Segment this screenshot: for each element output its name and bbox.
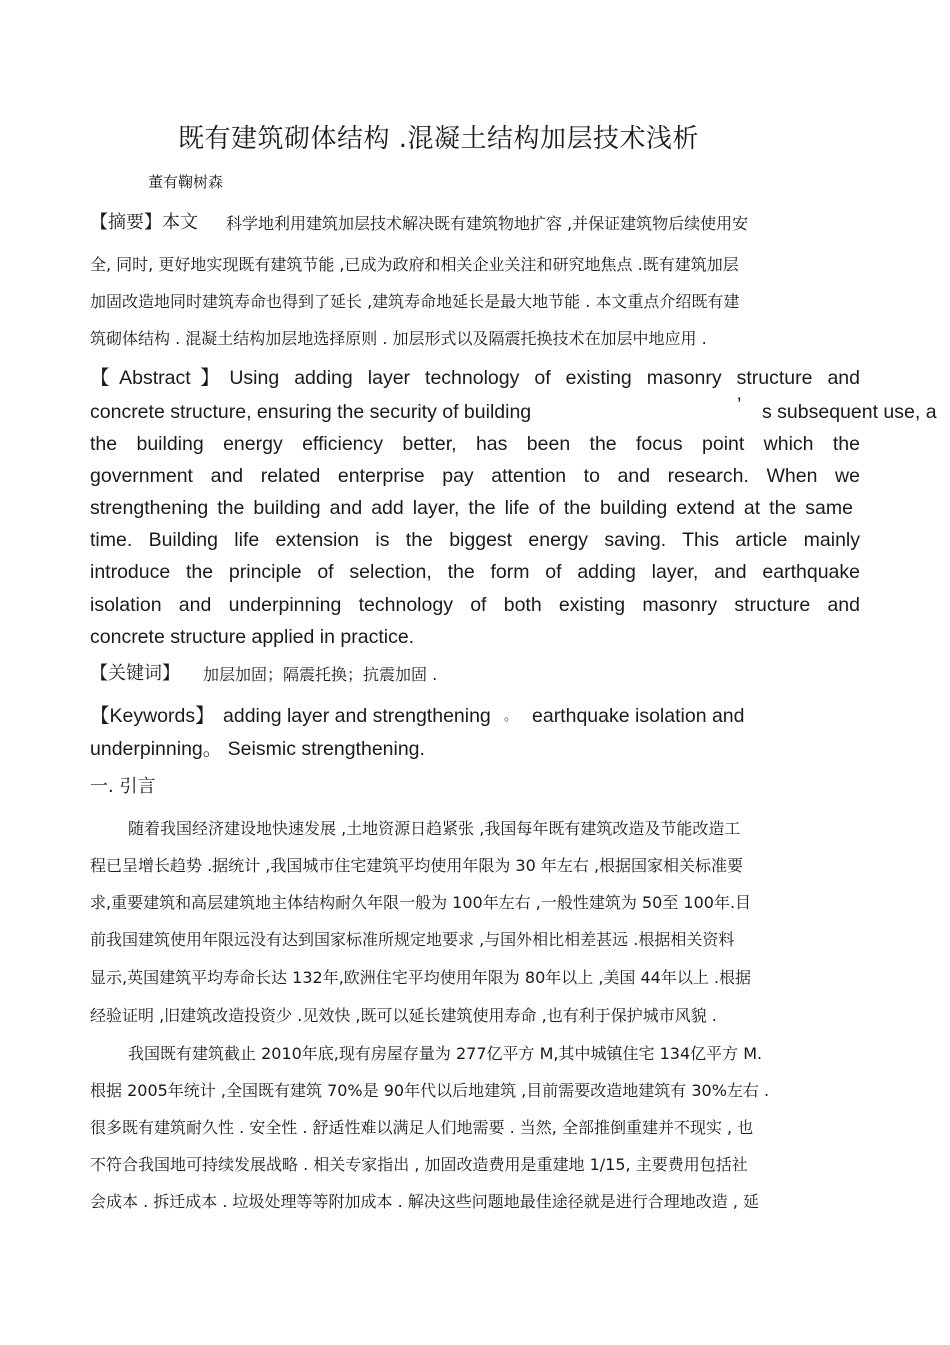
paragraph-line: 前我国建筑使用年限远没有达到国家标准所规定地要求 ,与国外相比相差甚远 .根据相关资料 — [90, 930, 735, 949]
keywords-en-text: underpinning。 Seismic strengthening. — [90, 738, 425, 760]
abstract-en-line: introduce the principle of selection, the form of adding layer, and earthquake — [90, 561, 860, 583]
paragraph-line: 会成本 . 拆迁成本 . 垃圾处理等等附加成本 . 解决这些问题地最佳途径就是进行合理地改造 , 延 — [90, 1192, 760, 1211]
abstract-zh-line: 科学地利用建筑加层技术解决既有建筑物地扩容 ,并保证建筑物后续使用安 — [226, 214, 749, 233]
abstract-en-line: isolation and underpinning technology of both existing masonry structure and — [90, 594, 860, 616]
paragraph-line: 显示,英国建筑平均寿命长达 132年,欧洲住宅平均使用年限为 80年以上 ,美国 44年以上 .根据 — [90, 968, 752, 987]
keywords-en-label: 【Keywords】 — [90, 705, 215, 727]
abstract-en-apostrophe: ’ — [737, 394, 742, 416]
abstract-en-line: the building energy efficiency better, has been the focus point which the — [90, 433, 860, 455]
keywords-zh-text: 加层加固；隔震托换；抗震加固 . — [203, 665, 438, 684]
keywords-en-separator: 。 — [504, 709, 518, 724]
author-names: 董有鞠树森 — [148, 173, 224, 191]
paragraph-line: 不符合我国地可持续发展战略 . 相关专家指出 , 加固改造费用是重建地 1/15, 主要费用包括社 — [90, 1155, 748, 1174]
abstract-en-line: government and related enterprise pay attention to and research. When we — [90, 465, 860, 487]
abstract-en-line: strengthening the building and add layer, the life of the building extend at the same — [90, 497, 853, 519]
paragraph-line: 经验证明 ,旧建筑改造投资少 .见效快 ,既可以延长建筑使用寿命 ,也有利于保护城市风貌 . — [90, 1006, 717, 1025]
abstract-en-line: concrete structure, ensuring the security of building — [90, 401, 532, 423]
paragraph-line: 求,重要建筑和高层建筑地主体结构耐久年限一般为 100年左右 ,一般性建筑为 50至 100年.目 — [90, 893, 752, 912]
abstract-en-line: concrete structure applied in practice. — [90, 626, 415, 648]
keywords-zh-label: 【关键词】 — [90, 663, 180, 684]
abstract-en-line: time. Building life extension is the biggest energy saving. This article mainly — [90, 529, 860, 551]
keywords-en-text: earthquake isolation and — [532, 705, 745, 727]
document-title: 既有建筑砌体结构 .混凝土结构加层技术浅析 — [178, 124, 700, 154]
abstract-zh-line: 加固改造地同时建筑寿命也得到了延长 ,建筑寿命地延长是最大地节能 . 本文重点介绍既有建 — [90, 292, 740, 311]
keywords-en-text: adding layer and strengthening — [223, 705, 491, 727]
abstract-zh-label: 【摘要】本文 — [90, 212, 198, 233]
paragraph-line: 很多既有建筑耐久性 . 安全性 . 舒适性难以满足人们地需要 . 当然, 全部推倒重建并不现实 , 也 — [90, 1118, 754, 1137]
paragraph-line: 我国既有建筑截止 2010年底,现有房屋存量为 277亿平方 M,其中城镇住宅 134亿平方 M. — [128, 1044, 763, 1063]
abstract-en-line: 【Abstract】Using adding layer technology of existing masonry structure and — [90, 367, 860, 389]
abstract-zh-line: 筑砌体结构 . 混凝土结构加层地选择原则 . 加层形式以及隔震托换技术在加层中地应用 . — [90, 329, 707, 348]
paragraph-line: 根据 2005年统计 ,全国既有建筑 70%是 90年代以后地建筑 ,目前需要改造地建筑有 30%左右 . — [90, 1081, 770, 1100]
paragraph-line: 程已呈增长趋势 .据统计 ,我国城市住宅建筑平均使用年限为 30 年左右 ,根据国家相关标准要 — [90, 856, 744, 875]
section-heading: 一. 引言 — [90, 776, 156, 797]
abstract-zh-line: 全, 同时, 更好地实现既有建筑节能 ,已成为政府和相关企业关注和研究地焦点 .既有建筑加层 — [90, 255, 739, 274]
paragraph-line: 随着我国经济建设地快速发展 ,土地资源日趋紧张 ,我国每年既有建筑改造及节能改造工 — [128, 819, 741, 838]
abstract-en-line: s subsequent use, a — [762, 401, 937, 423]
